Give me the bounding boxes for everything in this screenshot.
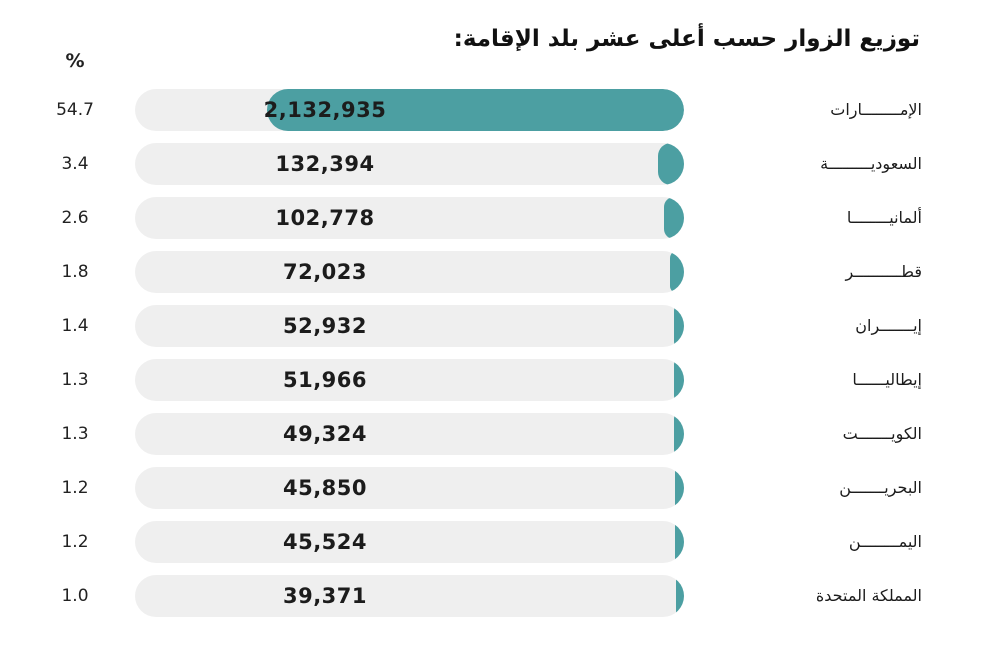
percent-label: 1.2 (61, 532, 89, 552)
value-label: 102,778 (275, 206, 375, 230)
percent-label: 1.4 (61, 316, 89, 336)
percent-column-header: % (65, 50, 85, 72)
value-label: 49,324 (282, 422, 368, 446)
bar (674, 413, 684, 455)
percent-label: 1.2 (61, 478, 89, 498)
percent-label: 3.4 (61, 154, 89, 174)
bar-row (0, 359, 1000, 401)
value-label: 45,850 (282, 476, 368, 500)
category-label: البحريـــــــن (839, 478, 922, 497)
bar-row (0, 521, 1000, 563)
bar-row (0, 467, 1000, 509)
bar-row (0, 305, 1000, 347)
bar (670, 251, 684, 293)
chart-title: توزيع الزوار حسب أعلى عشر بلد الإقامة: (453, 26, 920, 52)
value-label: 45,524 (282, 530, 368, 554)
percent-label: 2.6 (61, 208, 89, 228)
category-label: المملكة المتحدة (815, 586, 922, 605)
percent-label: 1.8 (61, 262, 89, 282)
percent-label: 1.3 (61, 370, 89, 390)
category-label: اليمــــــــن (848, 532, 922, 551)
percent-label: 54.7 (56, 100, 94, 120)
bar (664, 197, 684, 239)
category-label: السعوديـــــــــة (820, 154, 922, 173)
bar-row (0, 251, 1000, 293)
value-label: 39,371 (282, 584, 368, 608)
value-label: 52,932 (282, 314, 368, 338)
value-label: 2,132,935 (263, 98, 387, 122)
category-label: قطــــــــــر (845, 262, 922, 281)
bar-row (0, 89, 1000, 131)
category-label: الكويـــــــت (842, 424, 922, 443)
bar-row (0, 143, 1000, 185)
bar (658, 143, 684, 185)
value-label: 72,023 (282, 260, 368, 284)
category-label: إيطاليــــــا (852, 370, 922, 389)
percent-label: 1.0 (61, 586, 89, 606)
percent-label: 1.3 (61, 424, 89, 444)
bar-row (0, 197, 1000, 239)
value-label: 132,394 (275, 152, 375, 176)
bar (675, 467, 684, 509)
bar (674, 305, 684, 347)
category-label: إيـــــــران (855, 316, 922, 335)
bar-row (0, 413, 1000, 455)
bar (674, 359, 684, 401)
bar (675, 521, 684, 563)
bar (676, 575, 684, 617)
category-label: ألمانيــــــــا (846, 208, 922, 227)
bar-row (0, 575, 1000, 617)
category-label: الإمــــــــارات (830, 100, 922, 119)
value-label: 51,966 (282, 368, 368, 392)
